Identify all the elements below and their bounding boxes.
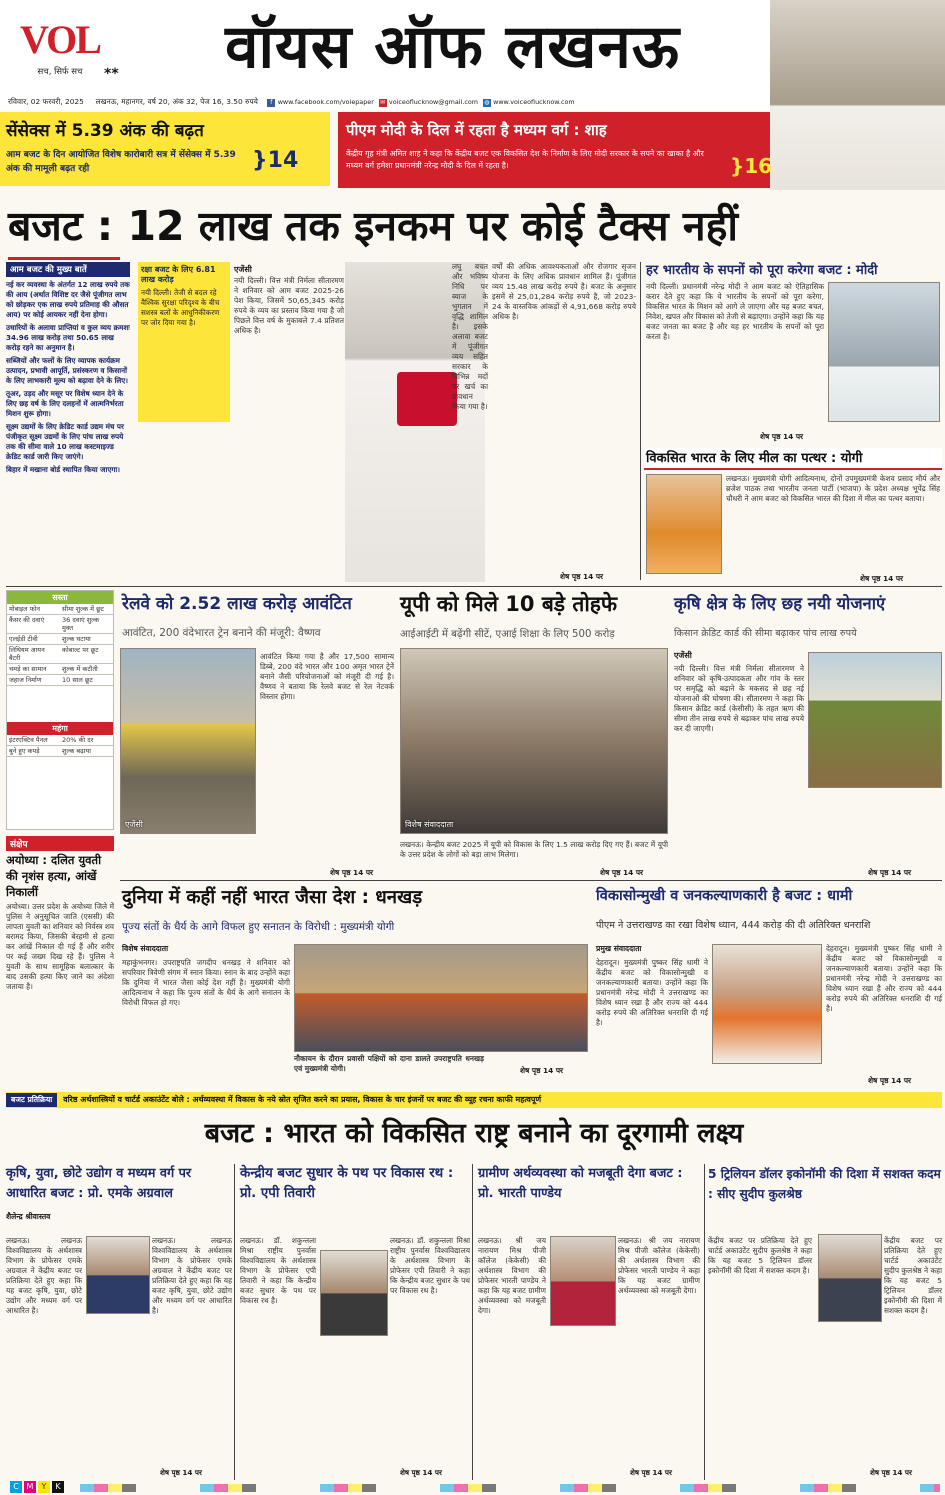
newspaper-title: वॉयस ऑफ लखनऊ <box>225 12 680 82</box>
highlight-item: उधारियों के अलावा प्राप्तियां व कुल व्यय क्रमशः 34.96 लाख करोड़ तथा 50.65 लाख करोड़ रहने का अनुमान है। <box>6 323 130 352</box>
modi-title: हर भारतीय के सपनों को पूरा करेगा बजट : मोदी <box>646 263 878 278</box>
railway-photo-credit: एजेंसी <box>125 820 143 829</box>
divider <box>704 1164 705 1480</box>
table-row: बुने हुए कपड़े शुल्क बढ़ाया <box>7 746 113 757</box>
kumbh-photo <box>294 944 588 1052</box>
yogi-photo <box>646 474 722 574</box>
highlight-item: तूअर, उड़द और मसूर पर विशेष ध्यान देने के लिए छह वर्ष के लिए दलहनों में आत्मनिर्भरता मिशन शुरू होगा। <box>6 389 124 418</box>
expert-body: लखनऊ। लखनऊ विश्वविद्यालय के अर्थशास्त्र विभाग के प्रोफेसर एमके अग्रवाल ने केंद्रीय बजट पर प्रतिक्रिया देते हुए कहा कि यह बजट कृषि, युवा, छोटे उद्योग और मध्यम वर्ग पर आधारित है। <box>6 1236 82 1315</box>
teaser-shah-title: पीएम मोदी के दिल में रहता है मध्यम वर्ग : शाह <box>346 121 607 139</box>
globe-icon: ◍ <box>484 99 490 106</box>
expert-body-cont: केंद्रीय बजट पर प्रतिक्रिया देते हुए चार्टर्ड अकाउंटेंट सुदीप कुलश्रेष्ठ ने कहा कि यह बजट 5 ट्रिलियन डॉलर इकोनॉमी की दिशा में सशक्त कदम है। <box>884 1236 942 1315</box>
sasta-title: सस्ता <box>7 591 113 604</box>
cmyk-m: M <box>24 1481 36 1493</box>
facebook-link[interactable]: www.facebook.com/volepaper <box>277 98 374 106</box>
teaser-sensex-page: }14 <box>252 148 299 173</box>
teaser-sensex-title: सेंसेक्स में 5.39 अंक की बढ़त <box>6 121 204 141</box>
agri-body: नयी दिल्ली। वित्त मंत्री निर्मला सीतारमण ने शनिवार को कृषि-उत्पादकता और गांव के स्तर पर समृद्धि को बढ़ाने के मकसद से छह नई योजनाओं की घोषणा की। सीतारमण ने कहा कि किसान क्रेडिट कार्ड (केसीसी) के तहत ऋण की सीमा तीन लाख रुपये से बढ़ाकर पांच लाख रुपये कर दी जाएगी। <box>674 664 804 733</box>
dhami-photo <box>712 944 822 1064</box>
expert-byline: शैलेन्द्र श्रीवास्तव <box>6 1212 51 1221</box>
table-row: चमड़े का सामान शुल्क में कटौती <box>7 664 113 675</box>
highlight-item: सब्जियों और फलों के लिए व्यापक कार्यक्रम उत्पादन, प्रभावी आपूर्ति, प्रसंस्करण व किसानों के लिए लाभकारी मूल्य को बढ़ावा देने के लिए। <box>6 356 128 385</box>
reaction-bar <box>6 1092 942 1108</box>
defence-body: नयी दिल्ली। तेजी से बदल रहे वैश्विक सुरक्षा परिदृश्य के बीच सशस्त्र बलों के आधुनिकीकरण पर जोर दिया गया है। <box>141 288 220 327</box>
expert-4-more[interactable]: शेष पृष्ठ 14 पर <box>870 1468 912 1477</box>
divider <box>472 1164 473 1480</box>
divider <box>234 1164 235 1480</box>
expert-column-1 <box>6 1164 232 1480</box>
expert-body: लखनऊ। श्री जय नारायण मिश्र पीजी कॉलेज (केकेसी) की अर्थशास्त्र विभाग की प्रोफेसर भारती पाण्डेय ने कहा कि यह बजट ग्रामीण अर्थव्यवस्था को मजबूती देगा। <box>478 1236 546 1315</box>
farmer-photo <box>808 652 942 788</box>
up-body: लखनऊ। केन्द्रीय बजट 2025 में यूपी को विकास के लिए 1.5 लाख करोड़ दिए गए हैं। बजट में यूपी के उत्तर प्रदेश के लोगों को बड़ा लाभ मिलेगा। <box>400 840 668 859</box>
masthead <box>0 0 945 110</box>
railway-title: रेलवे को 2.52 लाख करोड़ आवंटित <box>122 594 352 614</box>
expert-photo <box>320 1250 388 1336</box>
reaction-headline: बजट : भारत को विकसित राष्ट्र बनाने का दूरगामी लक्ष्य <box>204 1118 744 1149</box>
reaction-text: वरिष्ठ अर्थशास्त्रियों व चार्टर्ड अकाउंटेंट बोले : अर्थव्यवस्था में विकास के नये स्रोत सृजित करने का प्रयास, विकास के चार इंजनों पर बजट की व्यूह रचना काफी महत्वपूर्ण <box>63 1095 542 1104</box>
up-more[interactable]: शेष पृष्ठ 14 पर <box>600 868 644 877</box>
dhami-body-cont: देहरादून। मुख्यमंत्री पुष्कर सिंह धामी ने केंद्रीय बजट को विकासोन्मुखी व जनकल्याणकारी बताया। उन्होंने कहा कि प्रधानमंत्री नरेन्द्र मोदी ने उत्तराखण्ड का विशेष ध्यान रखा है और राज्य को 444 करोड़ रुपये की अतिरिक्त धनराशि दी गई है। <box>826 944 942 1013</box>
up-title: यूपी को मिले 10 बड़े तोहफे <box>400 592 618 616</box>
highlight-item: बिहार में मखाना बोर्ड स्थापित किया जाएगा। <box>6 465 120 474</box>
sankshep-body: अयोध्या। उत्तर प्रदेश के अयोध्या जिले में पुलिस ने अनुसूचित जाति (एससी) की लापता युवती का शनिवार को निर्वस्त्र शव बरामद किया, जिसकी बेरहमी से हत्या कर आंखें निकाल दी गई हैं और शरीर पर कई जख्म दिख रहे हैं। पुलिस ने युवती के साथ सामूहिक बलात्कार के बाद उसकी हत्या किए जाने का अंदेशा जताया है। <box>6 902 114 991</box>
expert-column-4 <box>708 1164 942 1480</box>
date-line: रविवार, 02 फरवरी, 2025 <box>8 97 84 106</box>
dhami-sub: पीएम ने उत्तराखण्ड का रखा विशेष ध्यान, 444 करोड़ की दी अतिरिक्त धनराशि <box>596 920 871 931</box>
expert-body-cont: लखनऊ। श्री जय नारायण मिश्र पीजी कॉलेज (केकेसी) की अर्थशास्त्र विभाग की प्रोफेसर भारती पाण्डेय ने कहा कि यह बजट ग्रामीण अर्थव्यवस्था को मजबूती देगा। <box>618 1236 700 1295</box>
modi-body: नयी दिल्ली। प्रधानमंत्री नरेन्द्र मोदी ने आम बजट को ऐतिहासिक करार देते हुए कहा कि ये भारतीय के सपनों को पूरा करेगा, विकसित भारत के मिशन को आगे ले जाएगा और यह बजट बचत, निवेश, खपत और विकास को तेजी से बढ़ाएगा। उन्होंने कहा कि यह बजट जनता का बजट है और यह हर भारतीय के सपनों को पूरा करता है। <box>646 282 824 341</box>
divider <box>6 586 942 587</box>
dhankhar-sub: पूज्य संतों के धैर्य के आगे विफल हुए सनातन के विरोधी : मुख्यमंत्री योगी <box>122 921 395 933</box>
expert-body-cont: लखनऊ। डॉ. शकुन्तला मिश्रा राष्ट्रीय पुनर्वास विश्वविद्यालय के अर्थशास्त्र विभाग के प्रोफेसर एपी तिवारी ने कहा कि केन्द्रीय बजट सुधार के पथ पर विकास रथ है। <box>390 1236 470 1295</box>
cmyk-y: Y <box>38 1481 50 1493</box>
cmyk-marks <box>10 1481 64 1493</box>
expert-body: लखनऊ। डॉ. शकुन्तला मिश्रा राष्ट्रीय पुनर्वास विश्वविद्यालय के अर्थशास्त्र विभाग के प्रोफेसर एपी तिवारी ने कहा कि केन्द्रीय बजट सुधार के पथ पर विकास रथ है। <box>240 1236 316 1305</box>
teaser-sensex[interactable] <box>0 112 330 186</box>
defence-title: रक्षा बजट के लिए 6.81 लाख करोड़ <box>141 265 216 284</box>
tagline: सच, सिर्फ सच <box>37 67 83 77</box>
main-story-col1: नयी दिल्ली। वित्त मंत्री निर्मला सीतारमण ने शनिवार को आम बजट 2025-26 पेश किया, जिसमें 50,65,345 करोड़ रुपये के व्यय का प्रस्ताव किया गया है जो पिछले वित्त वर्ष के मुकाबले 7.4 प्रतिशत अधिक है। <box>234 276 344 335</box>
stars: ** <box>104 66 119 82</box>
dhankhar-more[interactable]: शेष पृष्ठ 14 पर <box>520 1066 564 1075</box>
yogi-more[interactable]: शेष पृष्ठ 14 पर <box>860 574 904 583</box>
teaser-shah-page: }16 <box>730 154 773 178</box>
mehanga-title: महंगा <box>7 722 113 735</box>
sasta-mehanga-box <box>6 590 114 830</box>
mail-icon: ✉ <box>380 99 386 106</box>
expert-column-2 <box>240 1164 470 1480</box>
agri-byline: एजेंसी <box>674 651 692 660</box>
teaser-sensex-body: आम बजट के दिन आयोजित विशेष कारोबारी सत्र में सेंसेक्स में 5.39 अंक की मामूली बढ़त रही <box>6 150 236 174</box>
yogi-title: विकसित भारत के लिए मील का पत्थर : योगी <box>646 451 863 466</box>
expert-body-cont: लखनऊ। लखनऊ विश्वविद्यालय के अर्थशास्त्र विभाग के प्रोफेसर एमके अग्रवाल ने केंद्रीय बजट पर प्रतिक्रिया देते हुए कहा कि यह बजट कृषि, युवा, छोटे उद्योग और मध्यम वर्ग पर आधारित है। <box>152 1236 232 1315</box>
train-photo <box>120 648 256 834</box>
website-link[interactable]: www.voiceoflucknow.com <box>493 98 575 106</box>
table-row: इंटरएक्टिव पैनल 20% की दर <box>7 735 113 746</box>
modi-photo <box>828 282 940 422</box>
main-story-col2: लघु बचत और भविष्य निधि पर ब्याज के भुगतान में वृद्धि शामिल है। इसके अलावा बजट में पूंजीगत व्यय सहित सरकार के विभिन्न मदों पर खर्च का प्रावधान किया गया है। <box>452 262 488 411</box>
dhami-body: देहरादून। मुख्यमंत्री पुष्कर सिंह धामी ने केंद्रीय बजट को विकासोन्मुखी व जनकल्याणकारी बताया। उन्होंने कहा कि प्रधानमंत्री नरेन्द्र मोदी ने उत्तराखण्ड का विशेष ध्यान रखा है और राज्य को 444 करोड़ रुपये की अतिरिक्त धनराशि दी गई है। <box>596 958 708 1027</box>
table-row: जहाज निर्माण 10 साल छूट <box>7 675 113 686</box>
divider <box>640 262 641 580</box>
highlights-title: आम बजट की मुख्य बातें <box>6 262 130 277</box>
registration-strip <box>80 1484 940 1492</box>
divider <box>120 880 942 881</box>
teaser-shah[interactable] <box>338 112 773 188</box>
expert-2-more[interactable]: शेष पृष्ठ 14 पर <box>400 1468 442 1477</box>
expert-photo <box>86 1236 150 1314</box>
up-photo-credit: विशेष संवाददाता <box>405 820 454 829</box>
expert-column-3 <box>478 1164 700 1480</box>
students-photo <box>400 648 668 834</box>
cmyk-k: K <box>52 1481 64 1493</box>
expert-title: ग्रामीण अर्थव्यवस्था को मजबूती देगा बजट : प्रो. भारती पाण्डेय <box>478 1166 683 1201</box>
dhami-title: विकासोन्मुखी व जनकल्याणकारी है बजट : धामी <box>596 888 853 904</box>
table-row: लिथियम आयन बैटरी कोबाल्ट पर छूट <box>7 645 113 664</box>
yogi-body: लखनऊ। मुख्यमंत्री योगी आदित्यनाथ, दोनों उपमुख्यमंत्री केशव प्रसाद मौर्य और ब्रजेश पाठक तथा भारतीय जनता पार्टी (भाजपा) के प्रदेश अध्यक्ष भूपेंद्र सिंह चौधरी ने आम बजट को विकसित भारत की दिशा में मील का पत्थर बताया। <box>726 474 940 503</box>
email-link[interactable]: voiceoflucknow@gmail.com <box>388 98 479 106</box>
agri-more[interactable]: शेष पृष्ठ 14 पर <box>868 868 912 877</box>
dhami-more[interactable]: शेष पृष्ठ 14 पर <box>868 1076 912 1085</box>
dhankhar-caption: नौकायन के दौरान प्रवासी पक्षियों को दाना डालते उपराष्ट्रपति धनखड़ एवं मुख्यमंत्री योगी। <box>294 1054 484 1073</box>
up-sub: आईआईटी में बढ़ेंगी सीटें, एआई शिक्षा के लिए 500 करोड़ <box>400 629 615 640</box>
sankshep-label: संक्षेप <box>6 836 114 851</box>
expert-1-more[interactable]: शेष पृष्ठ 14 पर <box>160 1468 202 1477</box>
agri-title: कृषि क्षेत्र के लिए छह नयी योजनाएं <box>674 594 886 613</box>
table-row: एलईडी टीवी शुल्क घटाया <box>7 634 113 645</box>
highlight-item: सूक्ष्म उद्यमों के लिए क्रेडिट कार्ड उद्यम मंच पर पंजीकृत सूक्ष्म उद्यमों के लिए पांच लाख रुपये तक की सीमा वाले 10 लाख कस्टमाइज्ड क्रेडिट कार्ड जारी किए जाएंगे। <box>6 422 124 461</box>
expert-3-more[interactable]: शेष पृष्ठ 14 पर <box>630 1468 672 1477</box>
railway-sub: आवंटित, 200 वंदेभारत ट्रेन बनाने की मंजूरी: वैष्णव <box>122 627 321 639</box>
main-story-byline: एजेंसी <box>234 265 252 274</box>
table-row: कैंसर की दवाएं 36 दवाएं शुल्क मुक्त <box>7 615 113 634</box>
headline-accent <box>8 257 120 260</box>
dhami-byline: प्रमुख संवाददाता <box>596 944 642 953</box>
defence-box <box>138 262 230 422</box>
expert-body: केंद्रीय बजट पर प्रतिक्रिया देते हुए चार्टर्ड अकाउंटेंट सुदीप कुलश्रेष्ठ ने कहा कि यह बजट 5 ट्रिलियन डॉलर इकोनॉमी की दिशा में सशक्त कदम है। <box>708 1236 812 1275</box>
edition-line: लखनऊ, महानगर, वर्ष 20, अंक 32, पेज 16, 3.50 रुपये <box>95 97 258 106</box>
reaction-label: बजट प्रतिक्रिया <box>6 1093 57 1107</box>
main-story-more[interactable]: शेष पृष्ठ 14 पर <box>560 572 604 581</box>
budget-highlights <box>6 262 130 580</box>
railway-more[interactable]: शेष पृष्ठ 14 पर <box>330 868 374 877</box>
main-story-col3: वर्षों की अधिक आवश्यकताओं और रोजगार सृजन योजना के लिए अधिक प्रावधान शामिल हैं। पूंजीगत व्यय 15.48 लाख करोड़ रुपये है। बजट के अनुसार इसमें से 25,01,284 करोड़ रुपये है, जो 2023-24 के वास्तविक आंकड़ों से 4,91,668 करोड़ रुपये अधिक है। <box>492 262 636 321</box>
railway-body: आवंटित किया गया है और 17,500 सामान्य डिब्बे, 200 वंदे भारत और 100 अमृत भारत ट्रेनें बनाने जैसी परियोजनाओं को मंजूरी दी गई है। वैष्णव ने बताया कि रेलवे बजट से रेल नेटवर्क विस्तार होगा। <box>260 652 394 701</box>
modi-more[interactable]: शेष पृष्ठ 14 पर <box>760 432 804 441</box>
dhankhar-body: महाकुंभनगर। उपराष्ट्रपति जगदीप धनखड़ ने शनिवार को सपरिवार त्रिवेणी संगम में स्नान किया। स्नान के बाद उन्होंने कहा कि दुनिया में भारत जैसा कोई देश नहीं है। मुख्यमंत्री योगी आदित्यनाथ ने कहा कि पूज्य संतों के धैर्य के आगे सनातन के विरोधी विफल हो गए। <box>122 958 290 1007</box>
dhankhar-byline: विशेष संवाददाता <box>122 944 169 953</box>
teaser-shah-body: केंद्रीय गृह मंत्री अमित शाह ने कहा कि केंद्रीय बजट एक विकसित देश के निर्माण के लिए मोदी सरकार के सपने का खाका है और मध्यम वर्ग हमेशा प्रधानमंत्री नरेन्द्र मोदी के दिल में रहता है। <box>346 149 704 170</box>
cmyk-c: C <box>10 1481 22 1493</box>
yogi-title-bar <box>644 448 942 470</box>
table-row: मोबाइल फोन सीमा शुल्क में छूट <box>7 604 113 615</box>
agri-sub: किसान क्रेडिट कार्ड की सीमा बढ़ाकर पांच लाख रुपये <box>674 628 857 639</box>
sankshep-title: अयोध्या : दलित युवती की नृशंस हत्या, आंखें निकालीं <box>6 853 102 899</box>
expert-photo <box>818 1234 882 1322</box>
masthead-info-bar <box>8 97 768 109</box>
expert-photo <box>550 1236 616 1326</box>
budget-tablet <box>397 372 457 426</box>
logo <box>10 14 110 77</box>
highlight-item: नई कर व्यवस्था के अंतर्गत 12 लाख रुपये तक की आय (अर्थात विशिष्ट दर जैसे पूंजीगत लाभ को छोड़कर एक लाख रुपये प्रतिमाह की औसत आय) पर कोई आयकर नहीं देना होगा। <box>6 280 130 319</box>
expert-title: कृषि, युवा, छोटे उद्योग व मध्यम वर्ग पर आधारित बजट : प्रो. एमके अग्रवाल <box>6 1166 192 1201</box>
logo-mark: VOL <box>20 17 100 62</box>
dhankhar-title: दुनिया में कहीं नहीं भारत जैसा देश : धनखड़ <box>122 887 423 908</box>
expert-title: 5 ट्रिलियन डॉलर इकोनॉमी की दिशा में सशक्त कदम : सीए सुदीप कुलश्रेष्ठ <box>708 1167 941 1201</box>
facebook-icon: f <box>267 99 275 107</box>
amit-shah-photo <box>770 0 945 190</box>
expert-title: केन्द्रीय बजट सुधार के पथ पर विकास रथ : प्रो. एपी तिवारी <box>240 1166 454 1201</box>
main-headline: बजट : 12 लाख तक इनकम पर कोई टैक्स नहीं <box>8 202 739 250</box>
